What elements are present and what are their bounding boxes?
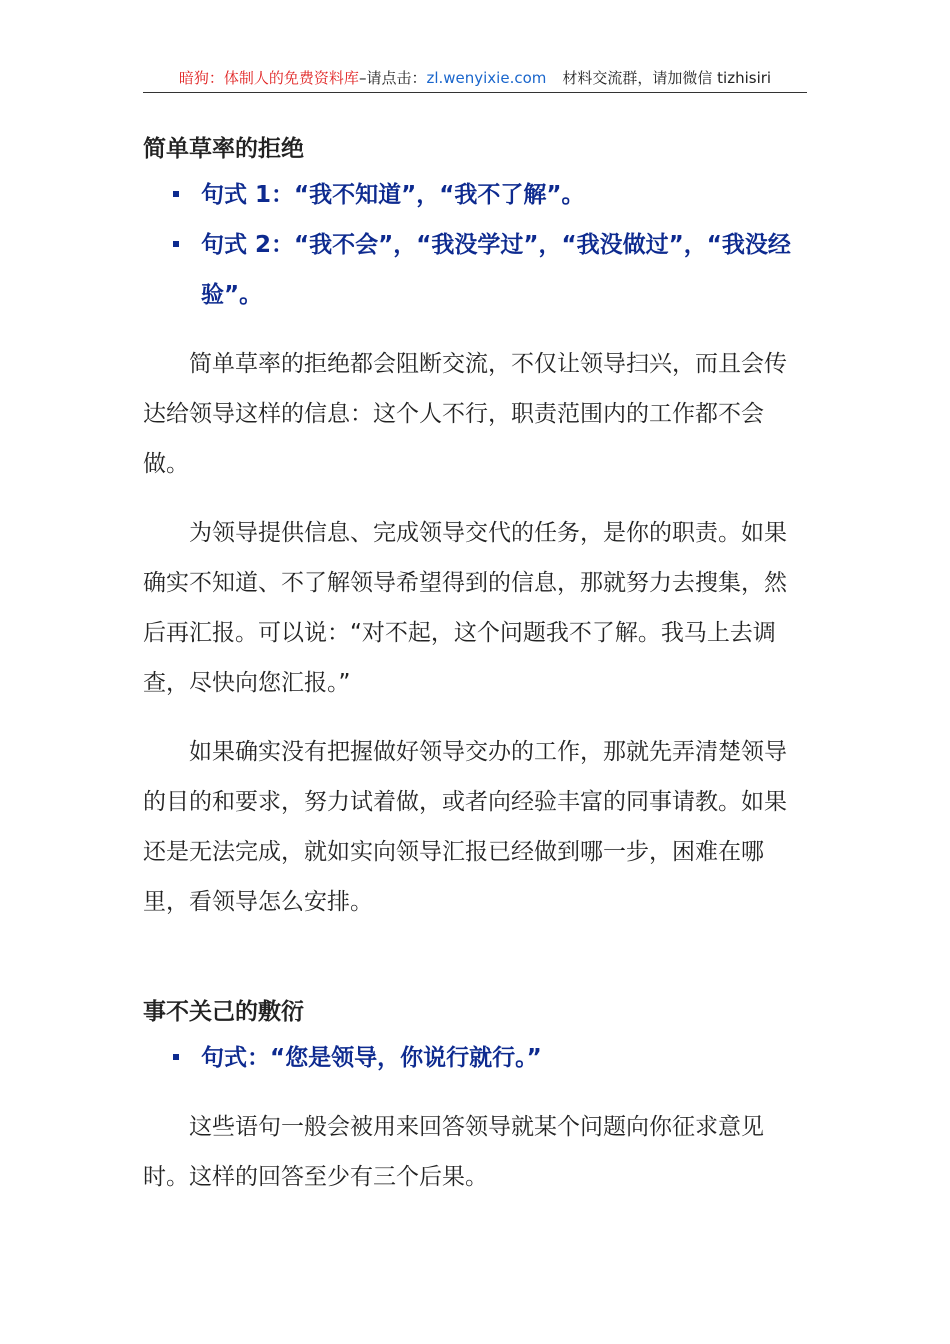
bullet-list bbox=[143, 1033, 803, 1083]
bullet-item bbox=[143, 220, 803, 320]
bullet-text: 句式：“您是领导，你说行就行。” bbox=[201, 1045, 542, 1071]
header-wechat-note: 材料交流群，请加微信 tizhisiri bbox=[562, 69, 772, 87]
bullet-item bbox=[143, 1033, 803, 1083]
bullet-item bbox=[143, 170, 803, 220]
paragraph: 如果确实没有把握做好领导交办的工作，那就先弄清楚领导的目的和要求，努力试着做，或者向经验丰富的同事请教。如果还是无法完成，就如实向领导汇报已经做到哪一步，困难在哪里，看领导怎么安排。 bbox=[143, 739, 787, 915]
header-url-link[interactable]: zl.wenyixie.com bbox=[426, 69, 547, 87]
bullet-square-icon bbox=[173, 241, 179, 247]
bullet-list bbox=[143, 170, 803, 320]
bullet-text: 句式 2：“我不会”，“我没学过”，“我没做过”，“我没经验”。 bbox=[201, 232, 791, 308]
page-header bbox=[143, 64, 807, 93]
bullet-square-icon bbox=[173, 1054, 179, 1060]
bullet-text: 句式 1：“我不知道”，“我不了解”。 bbox=[201, 182, 585, 208]
section-heading-simple-refusal: 简单草率的拒绝 bbox=[143, 136, 304, 162]
section-heading-perfunctory: 事不关己的敷衍 bbox=[143, 999, 304, 1025]
header-site-name: 暗狗：体制人的免费资料库 bbox=[178, 69, 359, 87]
paragraph: 这些语句一般会被用来回答领导就某个问题向你征求意见时。这样的回答至少有三个后果。 bbox=[143, 1114, 764, 1190]
paragraph: 为领导提供信息、完成领导交代的任务，是你的职责。如果确实不知道、不了解领导希望得到的信息，那就努力去搜集，然后再汇报。可以说：“对不起，这个问题我不了解。我马上去调查，尽快向您汇报。” bbox=[143, 520, 787, 696]
paragraph: 简单草率的拒绝都会阻断交流，不仅让领导扫兴，而且会传达给领导这样的信息：这个人不行，职责范围内的工作都不会做。 bbox=[143, 351, 787, 477]
header-click-prompt: –请点击： bbox=[358, 69, 427, 87]
document-body bbox=[143, 128, 803, 1202]
bullet-square-icon bbox=[173, 191, 179, 197]
